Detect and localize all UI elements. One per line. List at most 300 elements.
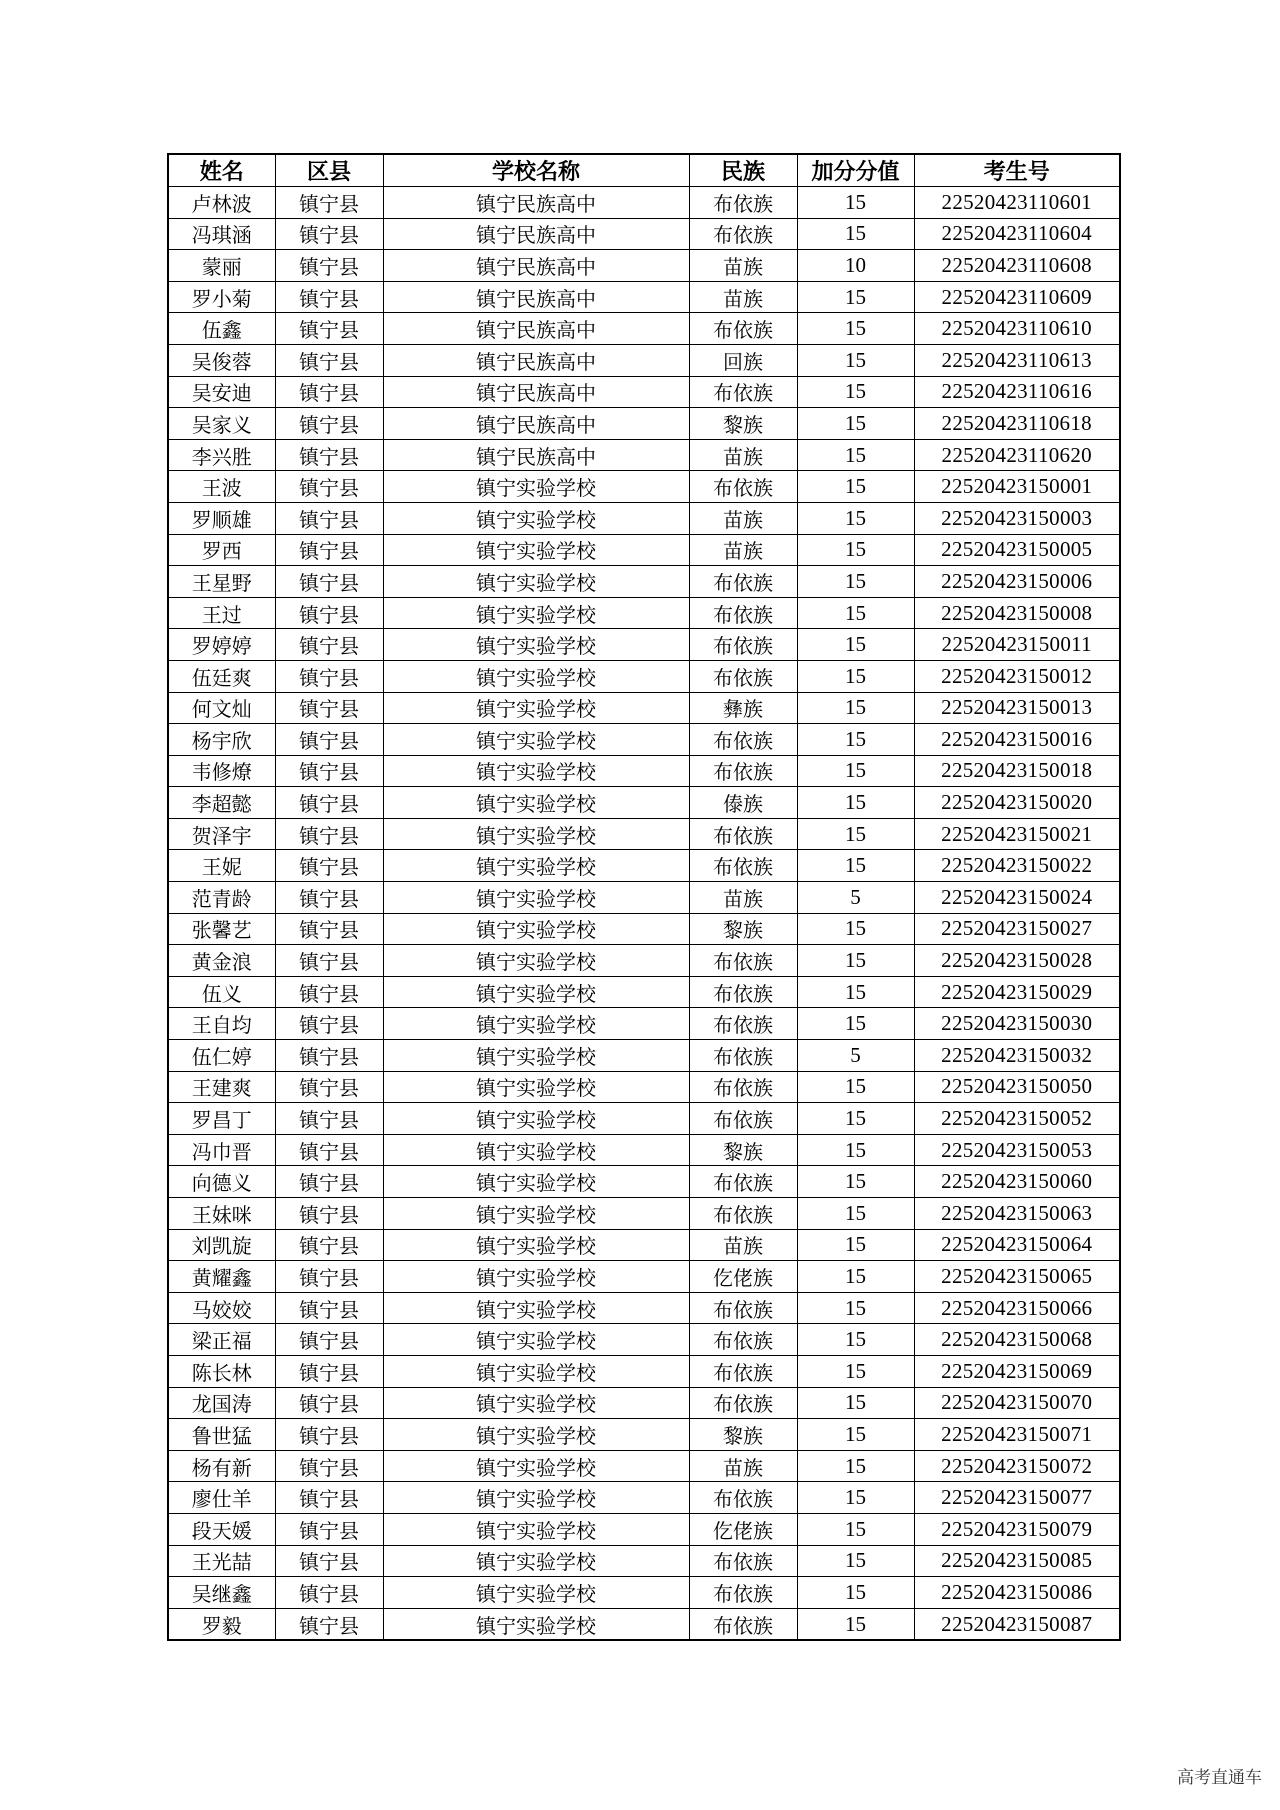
table-row: [168, 692, 1120, 724]
cell-ethnicity: 苗族: [689, 882, 797, 914]
cell-ethnicity: 布依族: [689, 1324, 797, 1356]
cell-bonus: 15: [797, 755, 914, 787]
table-row: [168, 502, 1120, 534]
cell-exam-number: 22520423150070: [914, 1387, 1120, 1419]
cell-exam-number: 22520423150063: [914, 1198, 1120, 1230]
cell-exam-number: 22520423150028: [914, 945, 1120, 977]
table-row: [168, 1482, 1120, 1514]
cell-exam-number: 22520423150001: [914, 471, 1120, 503]
table-row: [168, 1040, 1120, 1072]
table-row: [168, 629, 1120, 661]
cell-ethnicity: 回族: [689, 344, 797, 376]
cell-bonus: 15: [797, 976, 914, 1008]
cell-bonus: 5: [797, 1040, 914, 1072]
cell-name: 梁正福: [168, 1324, 275, 1356]
cell-bonus: 15: [797, 376, 914, 408]
table-row: [168, 850, 1120, 882]
cell-school: 镇宁民族高中: [383, 439, 689, 471]
cell-exam-number: 22520423150018: [914, 755, 1120, 787]
cell-county: 镇宁县: [275, 660, 383, 692]
cell-school: 镇宁实验学校: [383, 692, 689, 724]
cell-ethnicity: 布依族: [689, 1577, 797, 1609]
cell-exam-number: 22520423150086: [914, 1577, 1120, 1609]
cell-exam-number: 22520423150065: [914, 1261, 1120, 1293]
cell-school: 镇宁实验学校: [383, 976, 689, 1008]
cell-school: 镇宁实验学校: [383, 1608, 689, 1640]
cell-name: 伍义: [168, 976, 275, 1008]
cell-county: 镇宁县: [275, 1577, 383, 1609]
table-row: [168, 566, 1120, 598]
cell-name: 罗顺雄: [168, 502, 275, 534]
cell-county: 镇宁县: [275, 1166, 383, 1198]
table-row: [168, 1261, 1120, 1293]
cell-ethnicity: 布依族: [689, 1355, 797, 1387]
cell-exam-number: 22520423110616: [914, 376, 1120, 408]
cell-county: 镇宁县: [275, 1198, 383, 1230]
cell-bonus: 15: [797, 313, 914, 345]
cell-school: 镇宁实验学校: [383, 1387, 689, 1419]
table-row: [168, 408, 1120, 440]
cell-name: 张馨艺: [168, 913, 275, 945]
header-bonus-points: 加分分值: [797, 154, 914, 187]
cell-name: 龙国涛: [168, 1387, 275, 1419]
cell-county: 镇宁县: [275, 1071, 383, 1103]
cell-bonus: 15: [797, 1008, 914, 1040]
header-school: 学校名称: [383, 154, 689, 187]
table-row: [168, 660, 1120, 692]
cell-bonus: 15: [797, 850, 914, 882]
table-row: [168, 250, 1120, 282]
cell-exam-number: 22520423150052: [914, 1103, 1120, 1135]
cell-exam-number: 22520423150005: [914, 534, 1120, 566]
cell-exam-number: 22520423110608: [914, 250, 1120, 282]
cell-bonus: 15: [797, 566, 914, 598]
cell-school: 镇宁实验学校: [383, 1292, 689, 1324]
cell-exam-number: 22520423110620: [914, 439, 1120, 471]
cell-exam-number: 22520423150022: [914, 850, 1120, 882]
cell-ethnicity: 布依族: [689, 1608, 797, 1640]
cell-county: 镇宁县: [275, 597, 383, 629]
cell-exam-number: 22520423150006: [914, 566, 1120, 598]
cell-name: 王自均: [168, 1008, 275, 1040]
cell-exam-number: 22520423150016: [914, 724, 1120, 756]
cell-bonus: 15: [797, 1071, 914, 1103]
cell-ethnicity: 苗族: [689, 439, 797, 471]
table-row: [168, 313, 1120, 345]
cell-exam-number: 22520423110601: [914, 187, 1120, 219]
cell-county: 镇宁县: [275, 1387, 383, 1419]
cell-school: 镇宁实验学校: [383, 471, 689, 503]
cell-ethnicity: 傣族: [689, 787, 797, 819]
cell-ethnicity: 布依族: [689, 945, 797, 977]
cell-school: 镇宁实验学校: [383, 1198, 689, 1230]
cell-bonus: 15: [797, 1450, 914, 1482]
cell-ethnicity: 布依族: [689, 566, 797, 598]
table-header-row: [168, 154, 1120, 187]
cell-bonus: 15: [797, 1292, 914, 1324]
cell-exam-number: 22520423150072: [914, 1450, 1120, 1482]
cell-county: 镇宁县: [275, 1292, 383, 1324]
table-row: [168, 1419, 1120, 1451]
cell-name: 马姣姣: [168, 1292, 275, 1324]
cell-ethnicity: 黎族: [689, 1419, 797, 1451]
cell-school: 镇宁实验学校: [383, 850, 689, 882]
cell-county: 镇宁县: [275, 1229, 383, 1261]
cell-name: 罗毅: [168, 1608, 275, 1640]
cell-name: 廖仕羊: [168, 1482, 275, 1514]
cell-bonus: 15: [797, 818, 914, 850]
table-row: [168, 471, 1120, 503]
cell-exam-number: 22520423150050: [914, 1071, 1120, 1103]
table-row: [168, 913, 1120, 945]
cell-county: 镇宁县: [275, 250, 383, 282]
cell-exam-number: 22520423150064: [914, 1229, 1120, 1261]
cell-school: 镇宁实验学校: [383, 1040, 689, 1072]
cell-exam-number: 22520423150003: [914, 502, 1120, 534]
cell-name: 王星野: [168, 566, 275, 598]
cell-name: 吴安迪: [168, 376, 275, 408]
cell-ethnicity: 仡佬族: [689, 1261, 797, 1293]
cell-school: 镇宁民族高中: [383, 344, 689, 376]
cell-school: 镇宁实验学校: [383, 1513, 689, 1545]
cell-school: 镇宁实验学校: [383, 1134, 689, 1166]
cell-school: 镇宁实验学校: [383, 1324, 689, 1356]
cell-name: 段天媛: [168, 1513, 275, 1545]
cell-school: 镇宁实验学校: [383, 1577, 689, 1609]
cell-name: 刘凯旋: [168, 1229, 275, 1261]
cell-county: 镇宁县: [275, 1545, 383, 1577]
cell-exam-number: 22520423150032: [914, 1040, 1120, 1072]
cell-county: 镇宁县: [275, 945, 383, 977]
cell-school: 镇宁实验学校: [383, 502, 689, 534]
cell-ethnicity: 布依族: [689, 376, 797, 408]
cell-ethnicity: 布依族: [689, 1071, 797, 1103]
cell-name: 冯巾晋: [168, 1134, 275, 1166]
header-exam-number: 考生号: [914, 154, 1120, 187]
table-body: [168, 187, 1120, 1641]
cell-school: 镇宁实验学校: [383, 1008, 689, 1040]
cell-ethnicity: 布依族: [689, 1545, 797, 1577]
table-row: [168, 1229, 1120, 1261]
cell-bonus: 15: [797, 724, 914, 756]
table-row: [168, 1608, 1120, 1640]
table-row: [168, 1450, 1120, 1482]
cell-bonus: 15: [797, 1387, 914, 1419]
cell-county: 镇宁县: [275, 724, 383, 756]
cell-exam-number: 22520423150087: [914, 1608, 1120, 1640]
cell-county: 镇宁县: [275, 471, 383, 503]
cell-school: 镇宁实验学校: [383, 1261, 689, 1293]
cell-name: 杨有新: [168, 1450, 275, 1482]
cell-exam-number: 22520423150012: [914, 660, 1120, 692]
cell-school: 镇宁实验学校: [383, 787, 689, 819]
cell-bonus: 15: [797, 1166, 914, 1198]
table-row: [168, 534, 1120, 566]
cell-school: 镇宁实验学校: [383, 566, 689, 598]
cell-name: 吴俊蓉: [168, 344, 275, 376]
cell-name: 王光喆: [168, 1545, 275, 1577]
cell-county: 镇宁县: [275, 692, 383, 724]
cell-name: 李超懿: [168, 787, 275, 819]
table-row: [168, 1103, 1120, 1135]
table-row: [168, 439, 1120, 471]
cell-county: 镇宁县: [275, 1355, 383, 1387]
cell-exam-number: 22520423150020: [914, 787, 1120, 819]
table-row: [168, 945, 1120, 977]
cell-ethnicity: 布依族: [689, 471, 797, 503]
cell-bonus: 10: [797, 250, 914, 282]
cell-ethnicity: 苗族: [689, 534, 797, 566]
cell-county: 镇宁县: [275, 1608, 383, 1640]
table-row: [168, 281, 1120, 313]
cell-school: 镇宁实验学校: [383, 882, 689, 914]
cell-name: 王建爽: [168, 1071, 275, 1103]
cell-ethnicity: 苗族: [689, 1229, 797, 1261]
watermark-text: 高考直通车: [1177, 1768, 1262, 1788]
cell-school: 镇宁实验学校: [383, 1071, 689, 1103]
cell-name: 杨宇欣: [168, 724, 275, 756]
cell-name: 罗小菊: [168, 281, 275, 313]
cell-county: 镇宁县: [275, 344, 383, 376]
table-row: [168, 1071, 1120, 1103]
header-name: 姓名: [168, 154, 275, 187]
cell-bonus: 15: [797, 502, 914, 534]
cell-school: 镇宁实验学校: [383, 629, 689, 661]
cell-bonus: 15: [797, 1355, 914, 1387]
table-row: [168, 597, 1120, 629]
cell-county: 镇宁县: [275, 818, 383, 850]
cell-name: 伍鑫: [168, 313, 275, 345]
cell-exam-number: 22520423150053: [914, 1134, 1120, 1166]
cell-ethnicity: 苗族: [689, 250, 797, 282]
cell-ethnicity: 布依族: [689, 850, 797, 882]
table-row: [168, 787, 1120, 819]
cell-name: 罗西: [168, 534, 275, 566]
cell-name: 何文灿: [168, 692, 275, 724]
cell-bonus: 15: [797, 913, 914, 945]
cell-name: 伍廷爽: [168, 660, 275, 692]
cell-name: 伍仁婷: [168, 1040, 275, 1072]
cell-exam-number: 22520423110613: [914, 344, 1120, 376]
cell-bonus: 15: [797, 1608, 914, 1640]
cell-bonus: 15: [797, 1229, 914, 1261]
cell-school: 镇宁实验学校: [383, 1482, 689, 1514]
cell-bonus: 15: [797, 945, 914, 977]
table-row: [168, 1324, 1120, 1356]
cell-county: 镇宁县: [275, 566, 383, 598]
cell-ethnicity: 苗族: [689, 502, 797, 534]
table-row: [168, 344, 1120, 376]
cell-name: 卢林波: [168, 187, 275, 219]
cell-county: 镇宁县: [275, 1261, 383, 1293]
cell-exam-number: 22520423150030: [914, 1008, 1120, 1040]
cell-bonus: 15: [797, 1198, 914, 1230]
cell-bonus: 15: [797, 1324, 914, 1356]
cell-ethnicity: 布依族: [689, 1387, 797, 1419]
cell-exam-number: 22520423150021: [914, 818, 1120, 850]
cell-county: 镇宁县: [275, 976, 383, 1008]
cell-ethnicity: 布依族: [689, 1292, 797, 1324]
cell-bonus: 15: [797, 471, 914, 503]
cell-bonus: 15: [797, 692, 914, 724]
cell-bonus: 15: [797, 281, 914, 313]
cell-county: 镇宁县: [275, 502, 383, 534]
cell-exam-number: 22520423150008: [914, 597, 1120, 629]
cell-name: 吴继鑫: [168, 1577, 275, 1609]
cell-bonus: 15: [797, 1482, 914, 1514]
cell-school: 镇宁实验学校: [383, 1450, 689, 1482]
table-row: [168, 1008, 1120, 1040]
cell-school: 镇宁民族高中: [383, 281, 689, 313]
cell-school: 镇宁民族高中: [383, 313, 689, 345]
table-row: [168, 187, 1120, 219]
table-row: [168, 1355, 1120, 1387]
header-county: 区县: [275, 154, 383, 187]
cell-exam-number: 22520423150068: [914, 1324, 1120, 1356]
cell-name: 冯琪涵: [168, 218, 275, 250]
cell-bonus: 15: [797, 1134, 914, 1166]
cell-exam-number: 22520423150011: [914, 629, 1120, 661]
table-row: [168, 376, 1120, 408]
cell-exam-number: 22520423150013: [914, 692, 1120, 724]
cell-county: 镇宁县: [275, 1134, 383, 1166]
cell-school: 镇宁实验学校: [383, 1545, 689, 1577]
cell-bonus: 15: [797, 534, 914, 566]
cell-ethnicity: 彝族: [689, 692, 797, 724]
cell-county: 镇宁县: [275, 1008, 383, 1040]
cell-ethnicity: 仡佬族: [689, 1513, 797, 1545]
cell-county: 镇宁县: [275, 408, 383, 440]
cell-name: 王妹咪: [168, 1198, 275, 1230]
cell-bonus: 15: [797, 187, 914, 219]
cell-exam-number: 22520423110618: [914, 408, 1120, 440]
cell-ethnicity: 布依族: [689, 597, 797, 629]
cell-school: 镇宁实验学校: [383, 724, 689, 756]
cell-county: 镇宁县: [275, 439, 383, 471]
table-row: [168, 1134, 1120, 1166]
cell-exam-number: 22520423110609: [914, 281, 1120, 313]
table-row: [168, 1545, 1120, 1577]
cell-bonus: 15: [797, 787, 914, 819]
cell-ethnicity: 布依族: [689, 660, 797, 692]
cell-bonus: 15: [797, 1513, 914, 1545]
cell-exam-number: 22520423150077: [914, 1482, 1120, 1514]
cell-name: 罗婷婷: [168, 629, 275, 661]
cell-school: 镇宁实验学校: [383, 1419, 689, 1451]
cell-school: 镇宁实验学校: [383, 1166, 689, 1198]
cell-name: 蒙丽: [168, 250, 275, 282]
cell-county: 镇宁县: [275, 1103, 383, 1135]
cell-exam-number: 22520423150027: [914, 913, 1120, 945]
cell-name: 王妮: [168, 850, 275, 882]
cell-school: 镇宁实验学校: [383, 945, 689, 977]
cell-name: 韦修燎: [168, 755, 275, 787]
cell-ethnicity: 布依族: [689, 818, 797, 850]
cell-exam-number: 22520423150066: [914, 1292, 1120, 1324]
cell-county: 镇宁县: [275, 1450, 383, 1482]
cell-ethnicity: 苗族: [689, 281, 797, 313]
cell-school: 镇宁实验学校: [383, 1229, 689, 1261]
cell-school: 镇宁实验学校: [383, 534, 689, 566]
cell-bonus: 15: [797, 1577, 914, 1609]
cell-county: 镇宁县: [275, 534, 383, 566]
cell-bonus: 15: [797, 218, 914, 250]
candidate-table: [167, 153, 1121, 1641]
cell-bonus: 15: [797, 597, 914, 629]
cell-exam-number: 22520423150071: [914, 1419, 1120, 1451]
table-row: [168, 1577, 1120, 1609]
cell-bonus: 15: [797, 1261, 914, 1293]
cell-school: 镇宁实验学校: [383, 1103, 689, 1135]
table-row: [168, 1292, 1120, 1324]
cell-name: 黄耀鑫: [168, 1261, 275, 1293]
cell-ethnicity: 布依族: [689, 187, 797, 219]
table-row: [168, 1198, 1120, 1230]
cell-exam-number: 22520423150029: [914, 976, 1120, 1008]
cell-bonus: 15: [797, 439, 914, 471]
table-row: [168, 218, 1120, 250]
table-row: [168, 724, 1120, 756]
cell-county: 镇宁县: [275, 913, 383, 945]
cell-school: 镇宁民族高中: [383, 218, 689, 250]
table-row: [168, 882, 1120, 914]
cell-ethnicity: 布依族: [689, 1166, 797, 1198]
table-row: [168, 1166, 1120, 1198]
cell-school: 镇宁实验学校: [383, 597, 689, 629]
cell-name: 王波: [168, 471, 275, 503]
cell-county: 镇宁县: [275, 787, 383, 819]
cell-school: 镇宁民族高中: [383, 187, 689, 219]
cell-bonus: 15: [797, 660, 914, 692]
cell-name: 李兴胜: [168, 439, 275, 471]
cell-county: 镇宁县: [275, 1324, 383, 1356]
cell-county: 镇宁县: [275, 376, 383, 408]
cell-name: 鲁世猛: [168, 1419, 275, 1451]
cell-exam-number: 22520423150085: [914, 1545, 1120, 1577]
table-row: [168, 1513, 1120, 1545]
cell-exam-number: 22520423150060: [914, 1166, 1120, 1198]
cell-exam-number: 22520423110610: [914, 313, 1120, 345]
cell-name: 黄金浪: [168, 945, 275, 977]
cell-county: 镇宁县: [275, 850, 383, 882]
cell-bonus: 15: [797, 1545, 914, 1577]
cell-bonus: 15: [797, 344, 914, 376]
cell-school: 镇宁实验学校: [383, 1355, 689, 1387]
cell-county: 镇宁县: [275, 1513, 383, 1545]
cell-bonus: 15: [797, 408, 914, 440]
cell-exam-number: 22520423150069: [914, 1355, 1120, 1387]
cell-name: 范青龄: [168, 882, 275, 914]
cell-school: 镇宁实验学校: [383, 755, 689, 787]
cell-bonus: 5: [797, 882, 914, 914]
cell-ethnicity: 布依族: [689, 218, 797, 250]
cell-school: 镇宁实验学校: [383, 660, 689, 692]
cell-county: 镇宁县: [275, 1040, 383, 1072]
cell-school: 镇宁民族高中: [383, 408, 689, 440]
cell-ethnicity: 布依族: [689, 755, 797, 787]
cell-ethnicity: 布依族: [689, 976, 797, 1008]
cell-ethnicity: 布依族: [689, 1482, 797, 1514]
cell-ethnicity: 布依族: [689, 313, 797, 345]
cell-county: 镇宁县: [275, 755, 383, 787]
cell-name: 向德义: [168, 1166, 275, 1198]
cell-school: 镇宁实验学校: [383, 913, 689, 945]
cell-ethnicity: 布依族: [689, 1040, 797, 1072]
cell-county: 镇宁县: [275, 1419, 383, 1451]
cell-name: 陈长林: [168, 1355, 275, 1387]
table-row: [168, 755, 1120, 787]
cell-school: 镇宁民族高中: [383, 250, 689, 282]
